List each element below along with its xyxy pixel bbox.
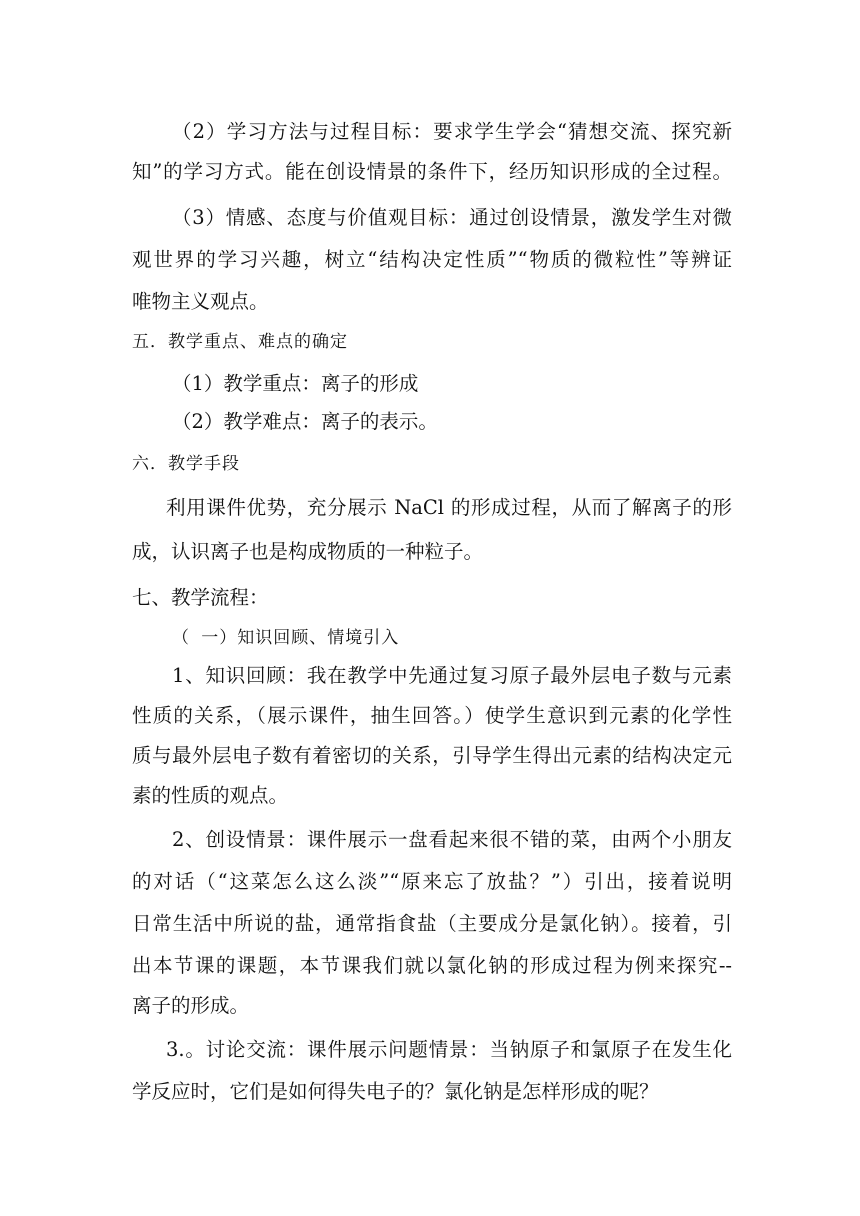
paragraph-line: 唯物主义观点。 (132, 290, 269, 313)
paragraph-line: 日常生活中所说的盐，通常指食盐（主要成分是氯化钠）。接着，引 (132, 912, 732, 935)
section-heading: 七、教学流程： (132, 586, 269, 609)
paragraph-line: 素的性质的观点。 (132, 784, 289, 807)
list-item: （1）教学重点：离子的形成 (172, 372, 419, 395)
subsection-heading: （ 一）知识回顾、情境引入 (172, 628, 400, 648)
paragraph-line: 离子的形成。 (132, 994, 250, 1017)
paragraph-line: 2、创设情景：课件展示一盘看起来很不错的菜，由两个小朋友 (172, 828, 732, 851)
paragraph-line: 出本节课的课题，本节课我们就以氯化钠的形成过程为例来探究-- (132, 954, 732, 977)
paragraph-line: （2）学习方法与过程目标：要求学生学会“猜想交流、探究新 (172, 120, 732, 143)
section-heading: 五．教学重点、难点的确定 (132, 332, 348, 352)
paragraph-line: 学反应时，它们是如何得失电子的？氯化钠是怎样形成的呢？ (132, 1080, 659, 1103)
list-item: （2）教学难点：离子的表示。 (172, 410, 438, 433)
paragraph-line: （3）情感、态度与价值观目标：通过创设情景，激发学生对微 (172, 206, 732, 229)
paragraph-line: 的对话（“这菜怎么这么淡”“原来忘了放盐？”）引出，接着说明 (132, 870, 732, 893)
paragraph-line: 知”的学习方式。能在创设情景的条件下，经历知识形成的全过程。 (132, 160, 732, 183)
paragraph-line: 3.。讨论交流：课件展示问题情景：当钠原子和氯原子在发生化 (166, 1038, 732, 1061)
paragraph-line: 质与最外层电子数有着密切的关系，引导学生得出元素的结构决定元 (132, 744, 732, 767)
paragraph-line: 利用课件优势，充分展示 NaCl 的形成过程，从而了解离子的形 (166, 496, 732, 519)
section-heading: 六．教学手段 (132, 454, 240, 474)
paragraph-line: 观世界的学习兴趣，树立“结构决定性质”“物质的微粒性”等辨证 (132, 248, 732, 271)
paragraph-line: 性质的关系，（展示课件，抽生回答。）使学生意识到元素的化学性 (132, 704, 732, 727)
paragraph-line: 1、知识回顾：我在教学中先通过复习原子最外层电子数与元素 (172, 664, 732, 687)
paragraph-line: 成，认识离子也是构成物质的一种粒子。 (132, 540, 484, 563)
